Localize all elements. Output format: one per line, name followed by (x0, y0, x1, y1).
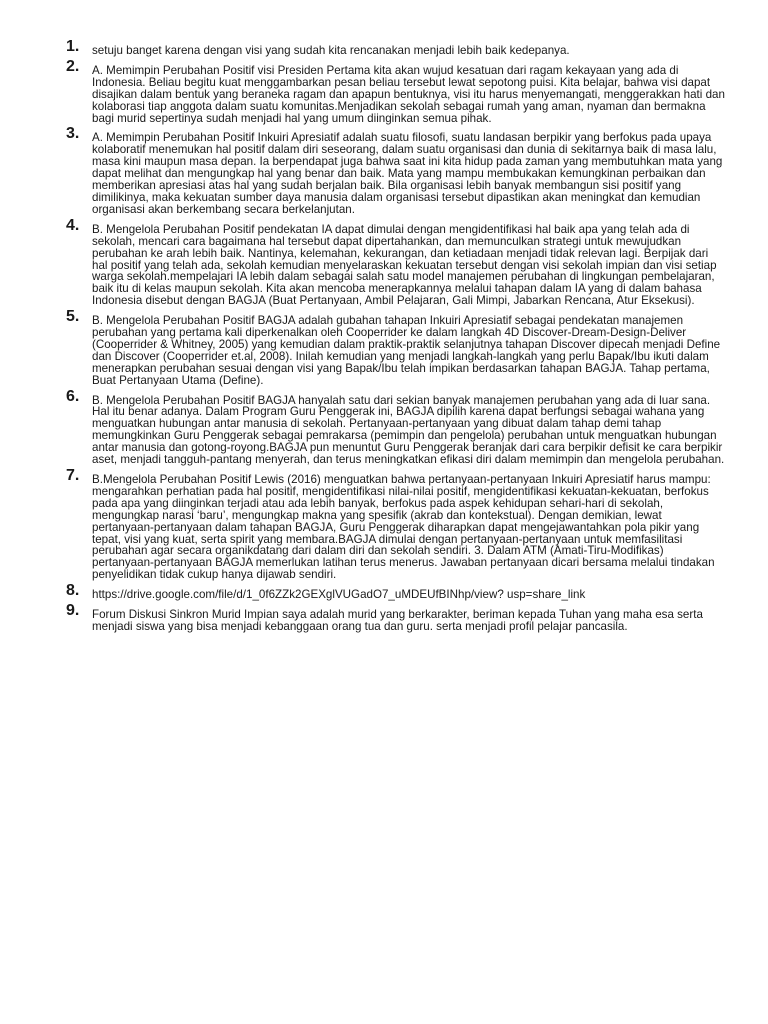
item-number: 2. (66, 57, 80, 75)
item-number: 4. (66, 216, 80, 234)
item-text: A. Memimpin Perubahan Positif Inkuiri Apresiatif adalah suatu filosofi, suatu landasan berpikir yang berfokus pada upaya kolaboratif menemukan hal positif dalam diri seseorang, dalam suatu organisasi dan dunia di sekitarnya baik di masa lalu, masa kini maupun masa depan. Ia berpendapat juga bahwa saat ini kita hidup pada zaman yang membutuhkan mata yang dapat melihat dan mengungkap hal yang benar dan baik. Mata yang mampu membukakan kemungkinan perbaikan dan memberikan apresiasi atas hal yang sudah berjalan baik. Bila organisasi lebih banyak membangun sisi positif yang dimilikinya, maka kekuatan sumber daya manusia dalam organisasi tersebut dipastikan akan meningkat dan kemudian organisasi akan berkembang secara berkelanjutan. (92, 131, 723, 216)
item-text: B. Mengelola Perubahan Positif BAGJA adalah gubahan tahapan Inkuiri Apresiatif sebagai pendekatan manajemen perubahan yang pertama kali diperkenalkan oleh Cooperrider ke dalam langkah 4D Discover-Dream-Design-Deliver (Cooperrider & Whitney, 2005) yang kemudian dalam praktik-praktik selanjutnya tahapan Discover dipecah menjadi Define dan Discover (Cooperrider et.al, 2008). Inilah kemudian yang menjadi langkah-langkah yang perlu Bapak/Ibu ikuti dalam menerapkan perubahan sesuai dengan visi yang Bapak/Ibu telah impikan berdasarkan tahapan BAGJA. Tahap pertama, Buat Pertanyaan Utama (Define). (92, 314, 721, 387)
list-item (66, 40, 726, 57)
list-item (66, 216, 726, 308)
item-text: B. Mengelola Perubahan Positif BAGJA hanyalah satu dari sekian banyak manajemen perubahan yang ada di luar sana. Hal itu benar adanya. Dalam Program Guru Penggerak ini, BAGJA dipilih karena dapat berfungsi sebagai wahana yang menguatkan hubungan antar manusia di sekolah. Pertanyaan-pertanyaan yang dibuat dalam tahap demi tahap memungkinkan Guru Penggerak sebagai pemrakarsa (pemimpin dan pengelola) perubahan untuk menguatkan hubungan antar manusia dan gotong-royong.BAGJA pun menuntut Guru Penggerak beranjak dari cara berpikir defisit ke cara berpikir aset, menjadi tangguh-pantang menyerah, dan terus meningkatkan efikasi diri dalam memimpin dan mengelola perubahan. (92, 393, 725, 467)
item-number: 3. (66, 125, 80, 143)
item-number: 8. (66, 582, 80, 600)
item-number: 9. (66, 602, 80, 620)
item-text: B.Mengelola Perubahan Positif Lewis (2016) menguatkan bahwa pertanyaan-pertanyaan Inkuiri Apresiatif harus mampu: mengarahkan perhatian pada hal positif, mengidentifikasi nilai-nilai positif, mengidentifikasi kekuatan-kekuatan, berfokus pada apa yang diinginkan terjadi atau ada lebih banyak, berfokus pada aspek kehidupan sehari-hari di sekolah, mengungkap narasi ‘baru’, mengungkap makna yang spesifik (akrab dan kontekstual). Dengan demikian, lewat pertanyaan-pertanyaan dalam tahapan BAGJA, Guru Penggerak diharapkan dapat mengejawantahkan pola pikir yang tepat, visi yang kuat, serta spirit yang membara.BAGJA dimulai dengan pertanyaan-pertanyaan untuk memfasilitasi perubahan agar secara organikdatang dari dalam diri dan sekolah sendiri. 3. Dalam ATM (Amati-Tiru-Modifikas) pertanyaan-pertanyaan BAGJA memerlukan latihan terus menerus. Jawaban pertanyaan dicari bersama melalui tindakan penyelidikan tidak cukup hanya dijawab sendiri. (92, 473, 715, 582)
list-item (66, 127, 726, 215)
list-item (66, 57, 726, 125)
document-page (66, 40, 726, 636)
item-text: A. Memimpin Perubahan Positif visi Presiden Pertama kita akan wujud kesatuan dari ragam kekayaan yang ada di Indonesia. Beliau begitu kuat menggambarkan pesan beliau tersebut lewat sepotong puisi. Kita belajar, bahwa visi dapat disajikan dalam bentuk yang beraneka ragam dan apapun bentuknya, visi itu harus menyemangati, menggerakkan hati dan kolaborasi tiap anggota dalam suatu komunitas.Menjadikan sekolah sebagai rumah yang aman, nyaman dan bermakna bagi murid sepertinya sudah menjadi hal yang umum diinginkan semua pihak. (92, 63, 725, 125)
item-text: B. Mengelola Perubahan Positif pendekatan IA dapat dimulai dengan mengidentifikasi hal baik apa yang telah ada di sekolah, mencari cara bagaimana hal tersebut dapat dipertahankan, dan memunculkan strategi untuk mewujudkan perubahan ke arah lebih baik. Nantinya, kelemahan, kekurangan, dan ketiadaan menjadi tidak relevan lagi. Berpijak dari hal positif yang telah ada, sekolah kemudian menyelaraskan kekuatan tersebut dengan visi sekolah impian dan visi setiap warga sekolah.mempelajari IA lebih dalam sebagai salah satu model manajemen perubahan di lingkungan pembelajaran, baik itu di kelas maupun sekolah. Kita akan mencoba menerapkannya melalui tahapan dalam IA yang di dalam bahasa Indonesia disebut dengan BAGJA (Buat Pertanyaan, Ambil Pelajaran, Gali Mimpi, Jabarkan Rencana, Atur Eksekusi). (92, 222, 717, 308)
item-number: 6. (66, 387, 80, 405)
item-text: Forum Diskusi Sinkron Murid Impian saya adalah murid yang berkarakter, beriman kepada Tuhan yang maha esa serta menjadi siswa yang bisa menjadi kebanggaan orang tua dan guru. serta menjadi profil pelajar pancasila. (92, 608, 703, 633)
item-number: 5. (66, 308, 80, 326)
item-number: 7. (66, 467, 80, 484)
item-text: setuju banget karena dengan visi yang sudah kita rencanakan menjadi lebih baik kedepanya. (92, 44, 570, 57)
drive-link[interactable]: https://drive.google.com/file/d/1_0f6ZZk2GEXglVUGadO7_uMDEUfBINhp/view? usp=share_link (92, 588, 586, 602)
list-item (66, 604, 726, 633)
list-item (66, 584, 726, 601)
item-number: 1. (66, 38, 80, 55)
list-item (66, 310, 726, 386)
list-item (66, 469, 726, 581)
list-item (66, 387, 726, 467)
